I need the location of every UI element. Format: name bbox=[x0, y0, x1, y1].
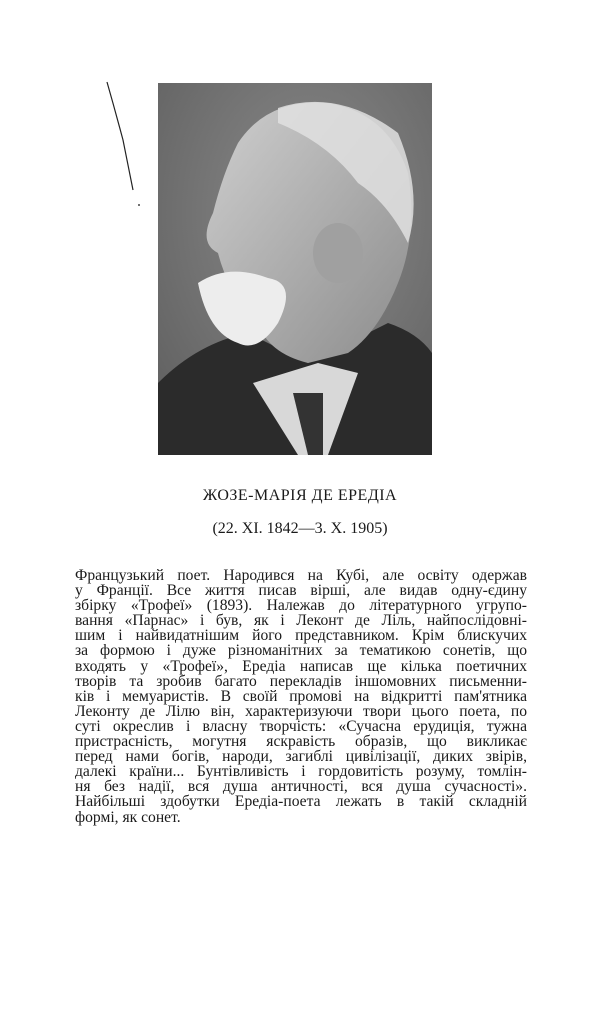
portrait-photo bbox=[158, 83, 432, 455]
text-line: далекі країни... Бунтівливість і гордовитість розуму, томлін- bbox=[75, 763, 527, 781]
scan-artifact-line bbox=[105, 80, 145, 210]
poet-name-heading: ЖОЗЕ-МАРІЯ ДЕ ЕРЕДІА bbox=[202, 487, 398, 504]
text-line: перед нами богів, народи, загиблі цивілізації, диких звірів, bbox=[75, 748, 527, 766]
text-line: входять у «Трофеї», Ередіа написав ще кілька поетичних bbox=[75, 657, 527, 675]
text-line: пристрасність, могутня яскравість образів, що викликає bbox=[75, 733, 527, 751]
text-line: суті окреслив і власну творчість: «Сучасна ерудиція, тужна bbox=[75, 717, 527, 735]
life-dates: (22. XI. 1842—3. X. 1905) bbox=[212, 520, 388, 537]
biography-paragraph bbox=[75, 568, 527, 825]
text-line: у Франції. Все життя писав вірші, але видав одну-єдину bbox=[75, 582, 527, 600]
text-line: вання «Парнас» і був, як і Леконт де Ліль, найпослідовні- bbox=[75, 612, 527, 630]
text-line: творів та зробив багато перекладів іншомовних письменни- bbox=[75, 672, 527, 690]
text-line: Найбільші здобутки Ередіа-поета лежать в такій складній bbox=[75, 793, 527, 811]
text-line: збірку «Трофеї» (1893). Належав до літературного угрупо- bbox=[75, 597, 527, 615]
text-line: Французький поет. Народився на Кубі, але освіту одержав bbox=[75, 567, 527, 584]
text-line: ків і мемуаристів. В своїй промові на відкритті пам'ятника bbox=[75, 687, 527, 705]
text-line: формі, як сонет. bbox=[75, 808, 181, 826]
text-line: шим і найвидатнішим його представником. Крім блискучих bbox=[75, 627, 527, 645]
text-line: ня без надії, вся душа античності, вся душа сучасності». bbox=[75, 778, 527, 796]
text-line: за формою і дуже різноманітних за тематикою сонетів, що bbox=[75, 642, 527, 660]
text-line: Леконту де Лілю він, характеризуючи твори цього поета, по bbox=[75, 702, 527, 720]
